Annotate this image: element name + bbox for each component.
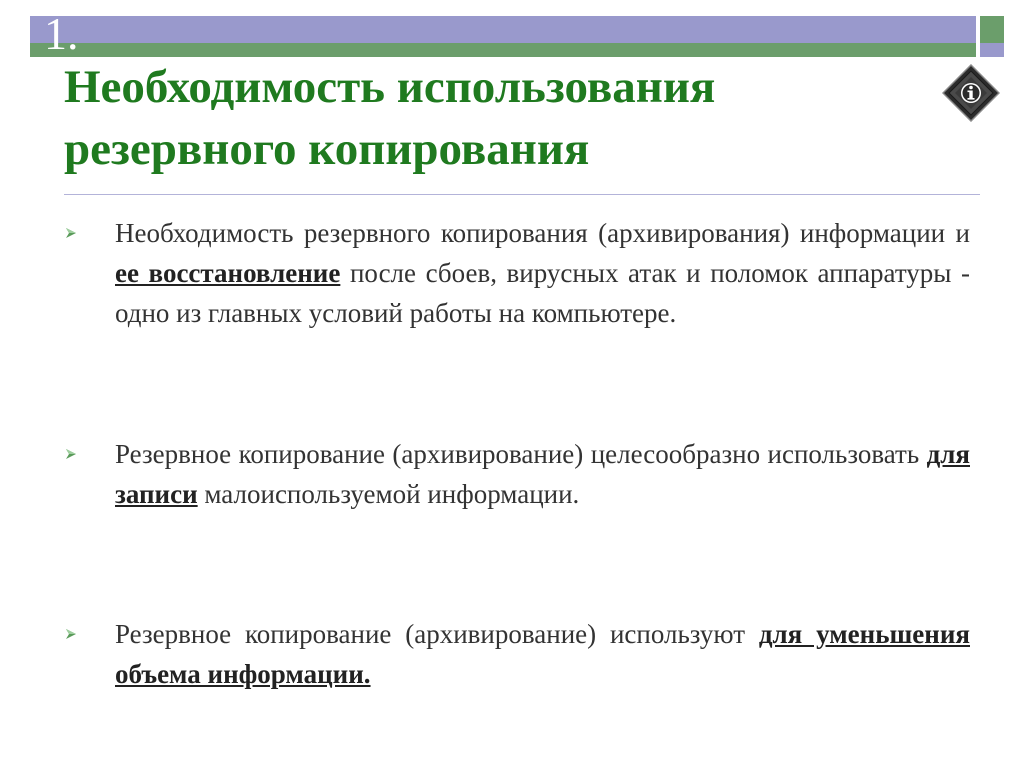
bullet-2-text-b: малоиспользуемой информации. xyxy=(197,479,580,509)
bullet-1-text-b: после сбоев, вирусных атак и поломок аппаратуры - одно из главных условий работы на компьютере. xyxy=(115,258,971,328)
chevron-right-bullet-icon xyxy=(64,226,78,240)
slide-title-line-2: резервного копирования xyxy=(64,123,590,175)
bullet-3-text-a: Резервное копирование (архивирование) используют xyxy=(115,619,759,649)
slide-title-line-1: Необходимость использования xyxy=(64,61,716,113)
bullet-text-3 xyxy=(115,614,970,694)
bullet-item-1 xyxy=(64,213,970,333)
chevron-right-bullet-icon xyxy=(64,447,78,461)
corner-square-violet xyxy=(980,43,1004,57)
bullet-1-text-a: Необходимость резервного копирования (архивирования) информации и xyxy=(115,218,970,248)
bullet-text-2 xyxy=(115,434,970,514)
header-bar-green xyxy=(30,43,976,57)
chevron-right-bullet-icon xyxy=(64,627,78,641)
bullet-2-text-a: Резервное копирование (архивирование) целесообразно использовать xyxy=(115,439,927,469)
bullet-item-3 xyxy=(64,614,970,694)
slide-title xyxy=(64,56,924,180)
info-button[interactable] xyxy=(942,64,1000,122)
slide-number: 1. xyxy=(44,8,79,59)
title-divider xyxy=(64,194,980,195)
bullet-1-emphasis: ее восстановление xyxy=(115,258,341,288)
info-icon xyxy=(942,64,1000,122)
corner-square-green xyxy=(980,16,1004,43)
header-bar-violet xyxy=(30,16,976,43)
bullet-item-2 xyxy=(64,434,970,514)
bullet-2-emphasis: для записи xyxy=(115,439,970,509)
bullet-text-1 xyxy=(115,213,970,333)
bullet-3-emphasis: для уменьшения объема информации. xyxy=(115,619,970,689)
